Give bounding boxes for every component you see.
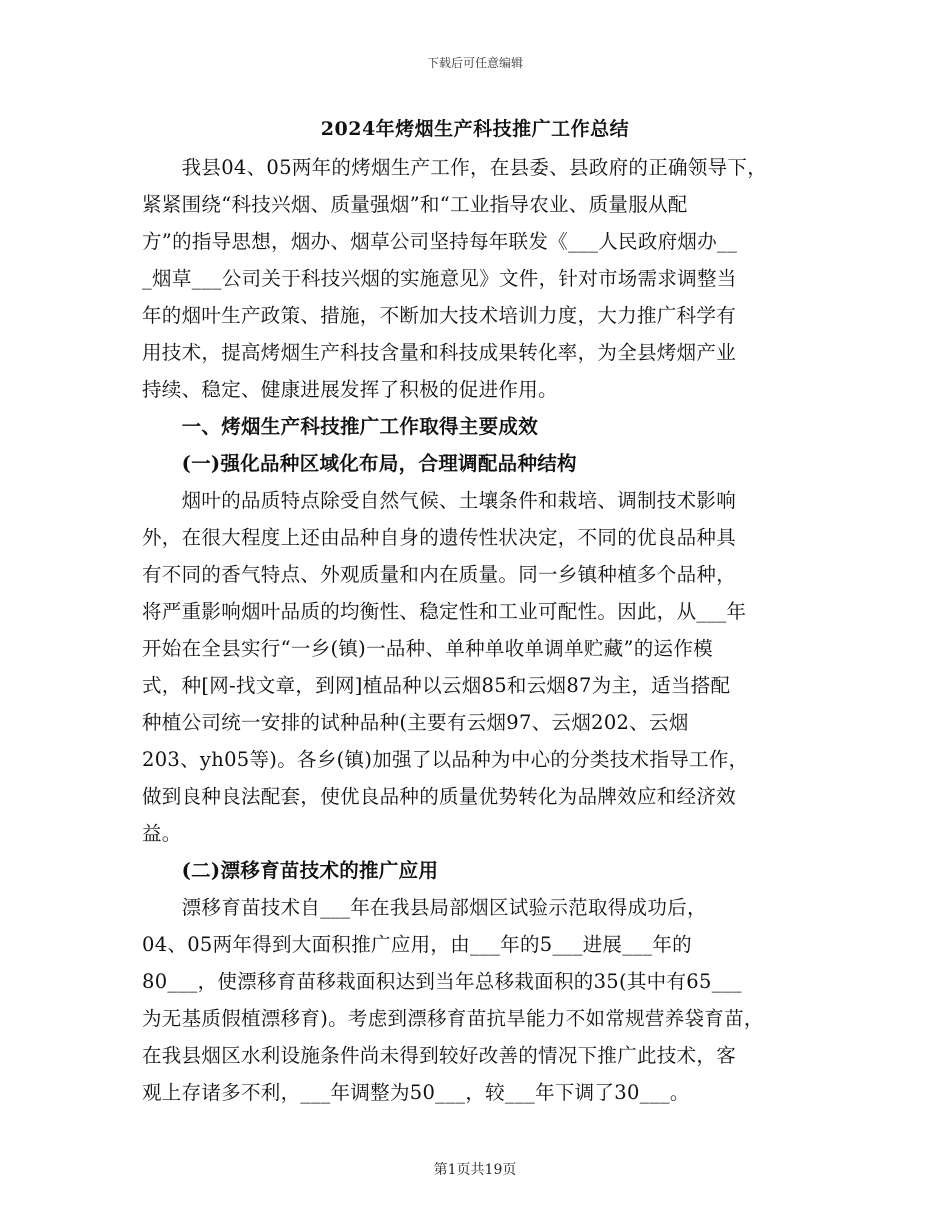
body-line: 我县04、05两年的烤烟生产工作，在县委、县政府的正确领导下， [142, 156, 768, 179]
body-line: 益。 [142, 822, 182, 845]
body-line: 在我县烟区水利设施条件尚未得到较好改善的情况下推广此技术，客 [142, 1044, 737, 1067]
body-line: 做到良种良法配套，使优良品种的质量优势转化为品牌效应和经济效 [142, 785, 737, 808]
subsection-heading: (二)漂移育苗技术的推广应用 [142, 859, 439, 882]
body-line: 式，种[网-找文章，到网]植品种以云烟85和云烟87为主，适当搭配 [142, 674, 731, 697]
body-line: 漂移育苗技术自___年在我县局部烟区试验示范取得成功后， [142, 896, 707, 919]
body-line: 有不同的香气特点、外观质量和内在质量。同一乡镇种植多个品种， [142, 563, 737, 586]
page-header: 下载后可任意编辑 [426, 56, 523, 70]
body-line: 紧紧围绕“科技兴烟、质量强烟”和“工业指导农业、质量服从配 [142, 193, 688, 216]
body-line: 将严重影响烟叶品质的均衡性、稳定性和工业可配性。因此，从___年 [142, 600, 747, 623]
body-line: 开始在全县实行“一乡(镇)一品种、单种单收单调单贮藏”的运作模 [142, 637, 713, 660]
body-line: 观上存诸多不利，___年调整为50___，较___年下调了30___。 [142, 1081, 690, 1104]
subsection-heading: (一)强化品种区域化布局，合理调配品种结构 [142, 452, 577, 475]
body-line: 烟叶的品质特点除受自然气候、土壤条件和栽培、调制技术影响 [142, 489, 737, 512]
section-heading: 一、烤烟生产科技推广工作取得主要成效 [142, 415, 539, 438]
body-line: 为无基质假植漂移育)。考虑到漂移育苗抗旱能力不如常规营养袋育苗， [142, 1007, 764, 1030]
body-line: 年的烟叶生产政策、措施，不断加大技术培训力度，大力推广科学有 [142, 304, 737, 327]
body-line: 80___，使漂移育苗移栽面积达到当年总移栽面积的35(其中有65___ [142, 970, 742, 993]
body-line: _烟草___公司关于科技兴烟的实施意见》文件，针对市场需求调整当 [142, 267, 737, 290]
body-line: 外，在很大程度上还由品种自身的遗传性状决定，不同的优良品种具 [142, 526, 737, 549]
body-line: 04、05两年得到大面积推广应用，由___年的5___进展___年的 [142, 933, 692, 956]
body-line: 203、yh05等)。各乡(镇)加强了以品种为中心的分类技术指导工作， [142, 748, 749, 771]
body-line: 持续、稳定、健康进展发挥了积极的促进作用。 [142, 378, 558, 401]
body-line: 种植公司统一安排的试种品种(主要有云烟97、云烟202、云烟 [142, 711, 689, 734]
body-line: 方”的指导思想，烟办、烟草公司坚持每年联发《___人民政府烟办__ [142, 230, 738, 253]
body-line: 用技术，提高烤烟生产科技含量和科技成果转化率，为全县烤烟产业 [142, 341, 737, 364]
page-number-footer: 第1页共19页 [433, 1162, 517, 1178]
document-title: 2024年烤烟生产科技推广工作总结 [320, 118, 630, 140]
